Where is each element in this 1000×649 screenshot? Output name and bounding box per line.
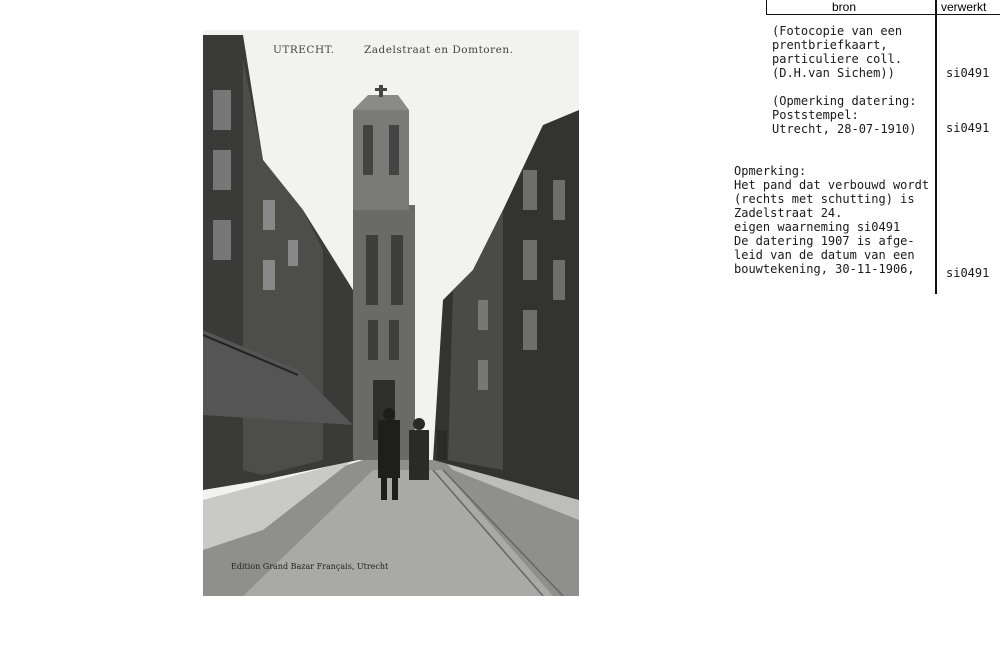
column-divider (935, 0, 937, 294)
street-scene-image (203, 30, 579, 596)
source-note-postcard: (Fotocopie van een prentbriefkaart, particuliere coll. (D.H.van Sichem)) (772, 24, 903, 80)
postcard-imprint: Edition Grand Bazar Français, Utrecht (231, 562, 389, 571)
postcard-caption-city: UTRECHT. (273, 44, 335, 56)
remark-code: si0491 (946, 266, 990, 280)
source-code-2: si0491 (946, 121, 990, 135)
postcard-photo (203, 30, 579, 596)
source-note-dating: (Opmerking datering: Poststempel: Utrecht, 28-07-1910) (772, 94, 917, 136)
header-rule (766, 14, 1000, 15)
source-code-1: si0491 (946, 66, 990, 80)
remark-note: Opmerking: Het pand dat verbouwd wordt (rechts met schutting) is Zadelstraat 24. eigen waarneming si0491 De datering 1907 is afge- leid van de datum van een bouwtekening, 30-11-1906, (734, 164, 930, 276)
postcard-caption-street: Zadelstraat en Domtoren. (364, 44, 514, 56)
table-left-border (766, 0, 767, 14)
header-bron: bron (832, 0, 857, 14)
header-verwerkt: verwerkt (941, 0, 987, 14)
